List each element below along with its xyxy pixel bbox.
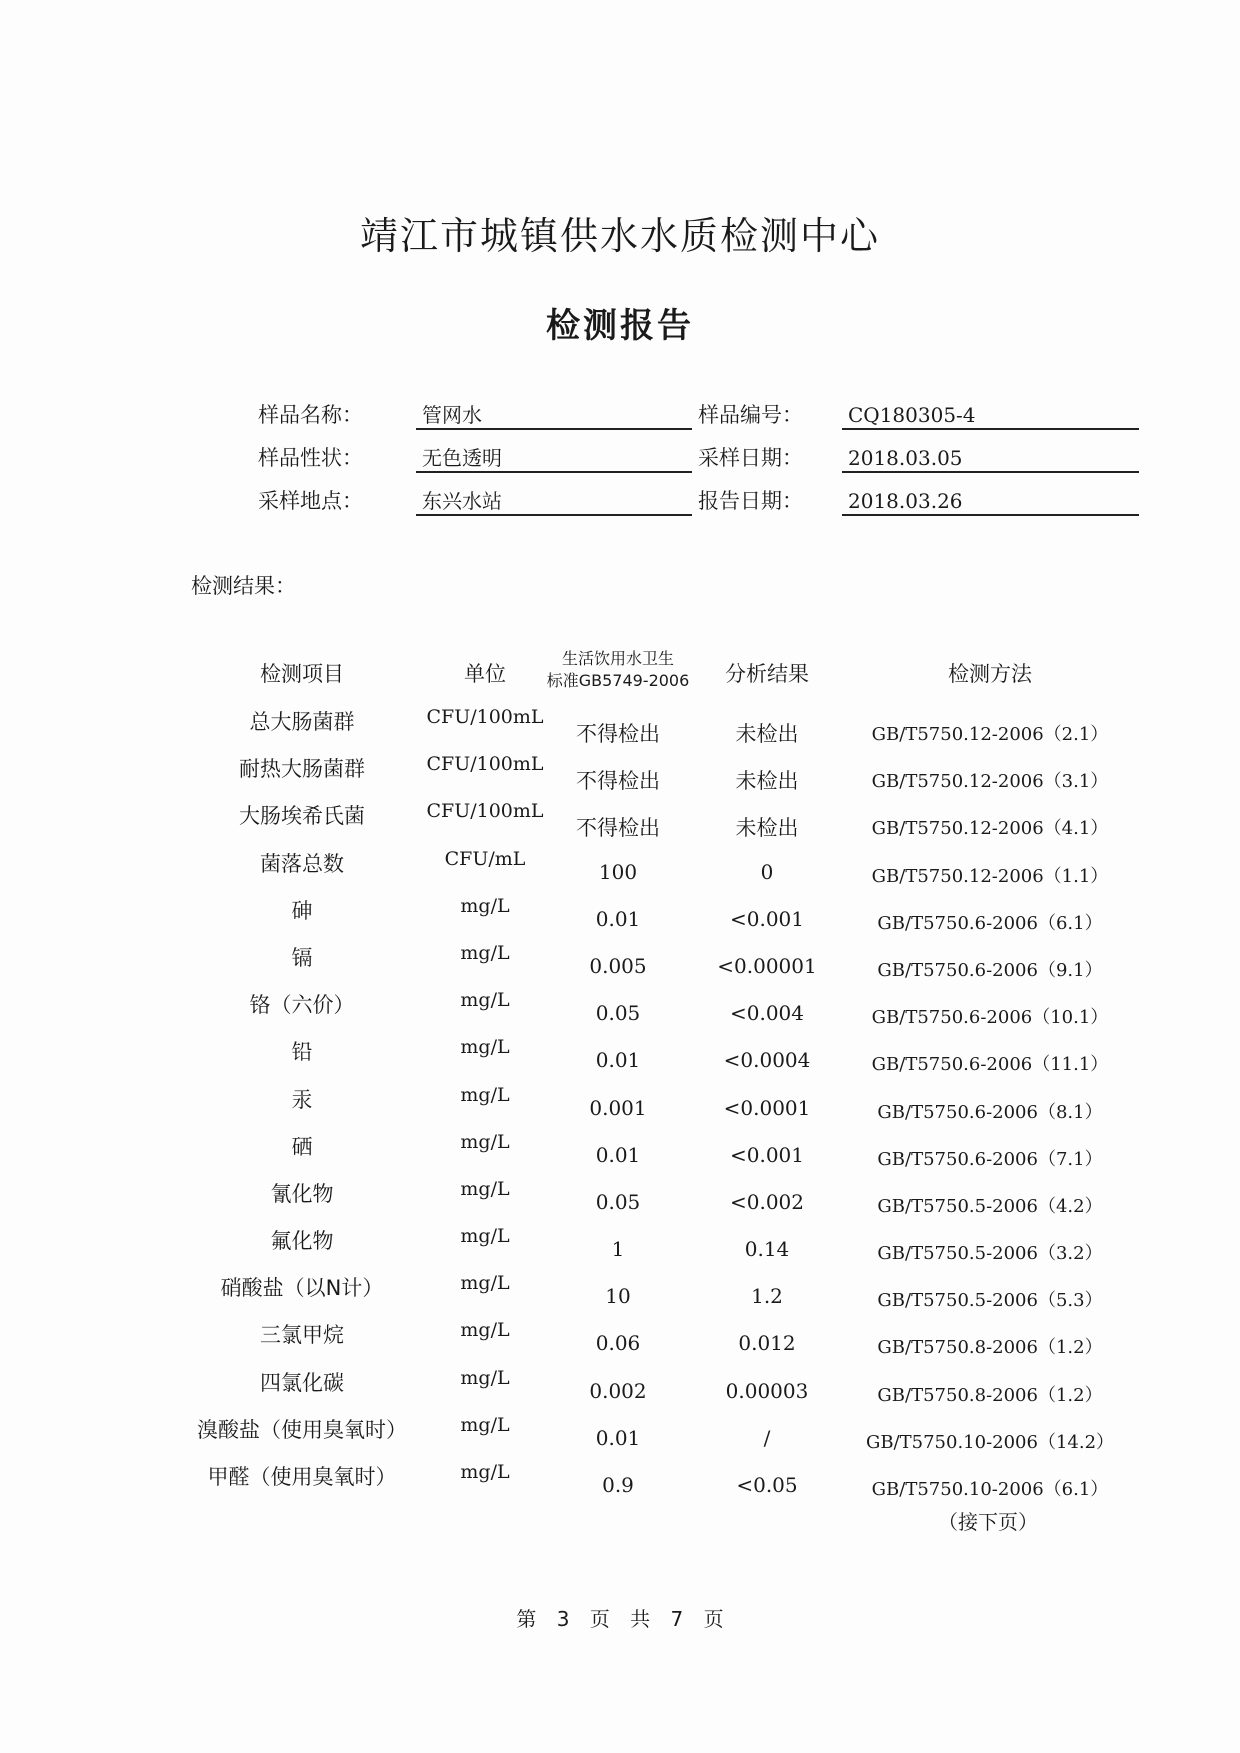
standard-cell: 10 — [605, 1284, 631, 1309]
sample-appearance-label: 样品性状： — [258, 446, 363, 470]
sampling-location-label: 采样地点： — [258, 489, 363, 513]
item-cell: 三氯甲烷 — [260, 1323, 344, 1348]
result-cell: <0.00001 — [717, 953, 817, 978]
result-cell: 未检出 — [735, 722, 799, 746]
method-cell: GB/T5750.5-2006（4.2） — [877, 1195, 1103, 1217]
item-cell: 铬（六价） — [249, 993, 355, 1018]
item-cell: 汞 — [291, 1087, 313, 1112]
unit-cell: mg/L — [460, 989, 510, 1012]
header-unit: 单位 — [464, 662, 506, 686]
unit-cell: mg/L — [460, 941, 510, 964]
header-method: 检测方法 — [948, 662, 1032, 686]
sample-name-label: 样品名称： — [258, 403, 363, 427]
continued-note: （接下页） — [938, 1510, 1038, 1534]
method-cell: GB/T5750.6-2006（9.1） — [877, 959, 1103, 981]
table-row — [0, 800, 1240, 847]
item-cell: 菌落总数 — [260, 851, 344, 876]
standard-cell: 0.005 — [589, 953, 647, 978]
standard-cell: 0.9 — [602, 1473, 634, 1497]
results-table-body — [0, 706, 1240, 1508]
method-cell: GB/T5750.6-2006（7.1） — [877, 1148, 1103, 1170]
item-cell: 硝酸盐（以N计） — [220, 1276, 384, 1301]
info-row-1 — [0, 400, 1240, 434]
unit-cell: mg/L — [460, 894, 510, 917]
header-item: 检测项目 — [260, 662, 344, 686]
standard-cell: 0.06 — [595, 1331, 641, 1356]
result-cell: 0 — [760, 859, 774, 884]
method-cell: GB/T5750.5-2006（5.3） — [877, 1290, 1103, 1312]
table-row — [0, 1272, 1240, 1319]
unit-cell: mg/L — [460, 1366, 510, 1389]
standard-cell: 0.01 — [595, 1048, 641, 1073]
standard-cell: 不得检出 — [576, 769, 660, 794]
sampling-location-value: 东兴水站 — [416, 486, 692, 516]
standard-cell: 0.05 — [595, 1001, 641, 1026]
result-cell: <0.05 — [736, 1473, 798, 1497]
table-row — [0, 942, 1240, 989]
method-cell: GB/T5750.8-2006（1.2） — [877, 1337, 1103, 1359]
standard-cell: 0.05 — [595, 1189, 641, 1214]
item-cell: 铅 — [291, 1040, 313, 1065]
standard-cell: 0.001 — [589, 1095, 647, 1120]
method-cell: GB/T5750.6-2006（8.1） — [877, 1101, 1103, 1123]
item-cell: 甲醛（使用臭氧时） — [207, 1465, 397, 1489]
unit-cell: mg/L — [460, 1130, 510, 1153]
standard-cell: 0.01 — [595, 906, 641, 931]
method-cell: GB/T5750.12-2006（4.1） — [871, 818, 1109, 840]
sample-name-value: 管网水 — [416, 400, 692, 430]
item-cell: 总大肠菌群 — [249, 710, 355, 734]
table-row — [0, 1319, 1240, 1366]
organization-title: 靖江市城镇供水水质检测中心 — [359, 214, 880, 258]
result-cell: 未检出 — [735, 769, 799, 794]
standard-cell: 0.002 — [589, 1378, 647, 1403]
report-date-value: 2018.03.26 — [842, 486, 1139, 516]
item-cell: 氰化物 — [270, 1181, 334, 1206]
unit-cell: CFU/100mL — [426, 706, 544, 728]
table-row — [0, 753, 1240, 800]
table-row — [0, 848, 1240, 895]
info-row-2 — [0, 443, 1240, 477]
sample-appearance-value: 无色透明 — [416, 443, 692, 473]
sample-number-value: CQ180305-4 — [842, 400, 1139, 430]
result-cell: 1.2 — [751, 1284, 783, 1309]
method-cell: GB/T5750.10-2006（14.2） — [865, 1431, 1115, 1453]
result-cell: 未检出 — [735, 816, 799, 841]
result-cell: / — [763, 1425, 771, 1450]
method-cell: GB/T5750.12-2006（1.1） — [871, 865, 1109, 887]
table-row — [0, 706, 1240, 753]
item-cell: 镉 — [291, 945, 313, 970]
sampling-date-label: 采样日期： — [698, 446, 803, 470]
header-result: 分析结果 — [725, 662, 809, 686]
header-standard-line2: 标准GB5749-2006 — [546, 671, 690, 690]
method-cell: GB/T5750.12-2006（3.1） — [871, 771, 1109, 793]
method-cell: GB/T5750.6-2006（10.1） — [871, 1007, 1109, 1029]
standard-cell: 0.01 — [595, 1425, 641, 1450]
standard-cell: 0.01 — [595, 1142, 641, 1167]
header-standard-line1: 生活饮用水卫生 — [561, 649, 674, 668]
unit-cell: mg/L — [460, 1225, 510, 1248]
item-cell: 砷 — [291, 898, 313, 923]
table-row — [0, 895, 1240, 942]
standard-cell: 不得检出 — [576, 722, 660, 746]
item-cell: 氟化物 — [270, 1229, 334, 1254]
result-cell: 0.14 — [744, 1237, 790, 1262]
table-row — [0, 1178, 1240, 1225]
report-title: 检测报告 — [546, 306, 694, 346]
unit-cell: mg/L — [460, 1461, 510, 1483]
result-cell: <0.001 — [729, 1142, 804, 1167]
result-cell: <0.0001 — [723, 1095, 811, 1120]
method-cell: GB/T5750.8-2006（1.2） — [877, 1384, 1103, 1406]
item-cell: 溴酸盐（使用臭氧时） — [197, 1417, 407, 1442]
result-cell: <0.0004 — [723, 1048, 811, 1073]
table-row — [0, 1225, 1240, 1272]
standard-cell: 不得检出 — [576, 816, 660, 841]
standard-cell: 100 — [598, 859, 638, 884]
table-header — [0, 648, 1240, 696]
item-cell: 大肠埃希氏菌 — [239, 804, 365, 829]
table-row — [0, 1084, 1240, 1131]
table-row — [0, 1461, 1240, 1508]
table-row — [0, 989, 1240, 1036]
result-cell: <0.004 — [729, 1001, 804, 1026]
method-cell: GB/T5750.5-2006（3.2） — [877, 1243, 1103, 1265]
result-cell: <0.001 — [729, 906, 804, 931]
sample-number-label: 样品编号： — [698, 403, 803, 427]
unit-cell: mg/L — [460, 1177, 510, 1200]
info-row-3 — [0, 486, 1240, 520]
results-label: 检测结果： — [191, 574, 296, 598]
header-standard — [540, 648, 696, 692]
method-cell: GB/T5750.10-2006（6.1） — [871, 1479, 1109, 1500]
unit-cell: mg/L — [460, 1272, 510, 1295]
unit-cell: mg/L — [460, 1083, 510, 1106]
table-row — [0, 1131, 1240, 1178]
result-cell: <0.002 — [729, 1189, 804, 1214]
page-number: 第 3 页 共 7 页 — [516, 1607, 724, 1631]
standard-cell: 1 — [611, 1237, 625, 1262]
unit-cell: mg/L — [460, 1036, 510, 1059]
table-row — [0, 1414, 1240, 1461]
item-cell: 耐热大肠菌群 — [239, 757, 365, 782]
sampling-date-value: 2018.03.05 — [842, 443, 1139, 473]
unit-cell: CFU/100mL — [426, 800, 544, 823]
method-cell: GB/T5750.12-2006（2.1） — [871, 724, 1109, 745]
item-cell: 硒 — [291, 1134, 313, 1159]
method-cell: GB/T5750.6-2006（11.1） — [871, 1054, 1109, 1076]
table-row — [0, 1367, 1240, 1414]
unit-cell: mg/L — [460, 1319, 510, 1342]
report-date-label: 报告日期： — [698, 489, 803, 513]
result-cell: 0.012 — [738, 1331, 796, 1356]
item-cell: 四氯化碳 — [260, 1370, 344, 1395]
method-cell: GB/T5750.6-2006（6.1） — [877, 912, 1103, 934]
table-row — [0, 1036, 1240, 1083]
unit-cell: CFU/mL — [444, 847, 526, 870]
unit-cell: mg/L — [460, 1413, 510, 1436]
result-cell: 0.00003 — [725, 1378, 809, 1403]
unit-cell: CFU/100mL — [426, 753, 544, 776]
